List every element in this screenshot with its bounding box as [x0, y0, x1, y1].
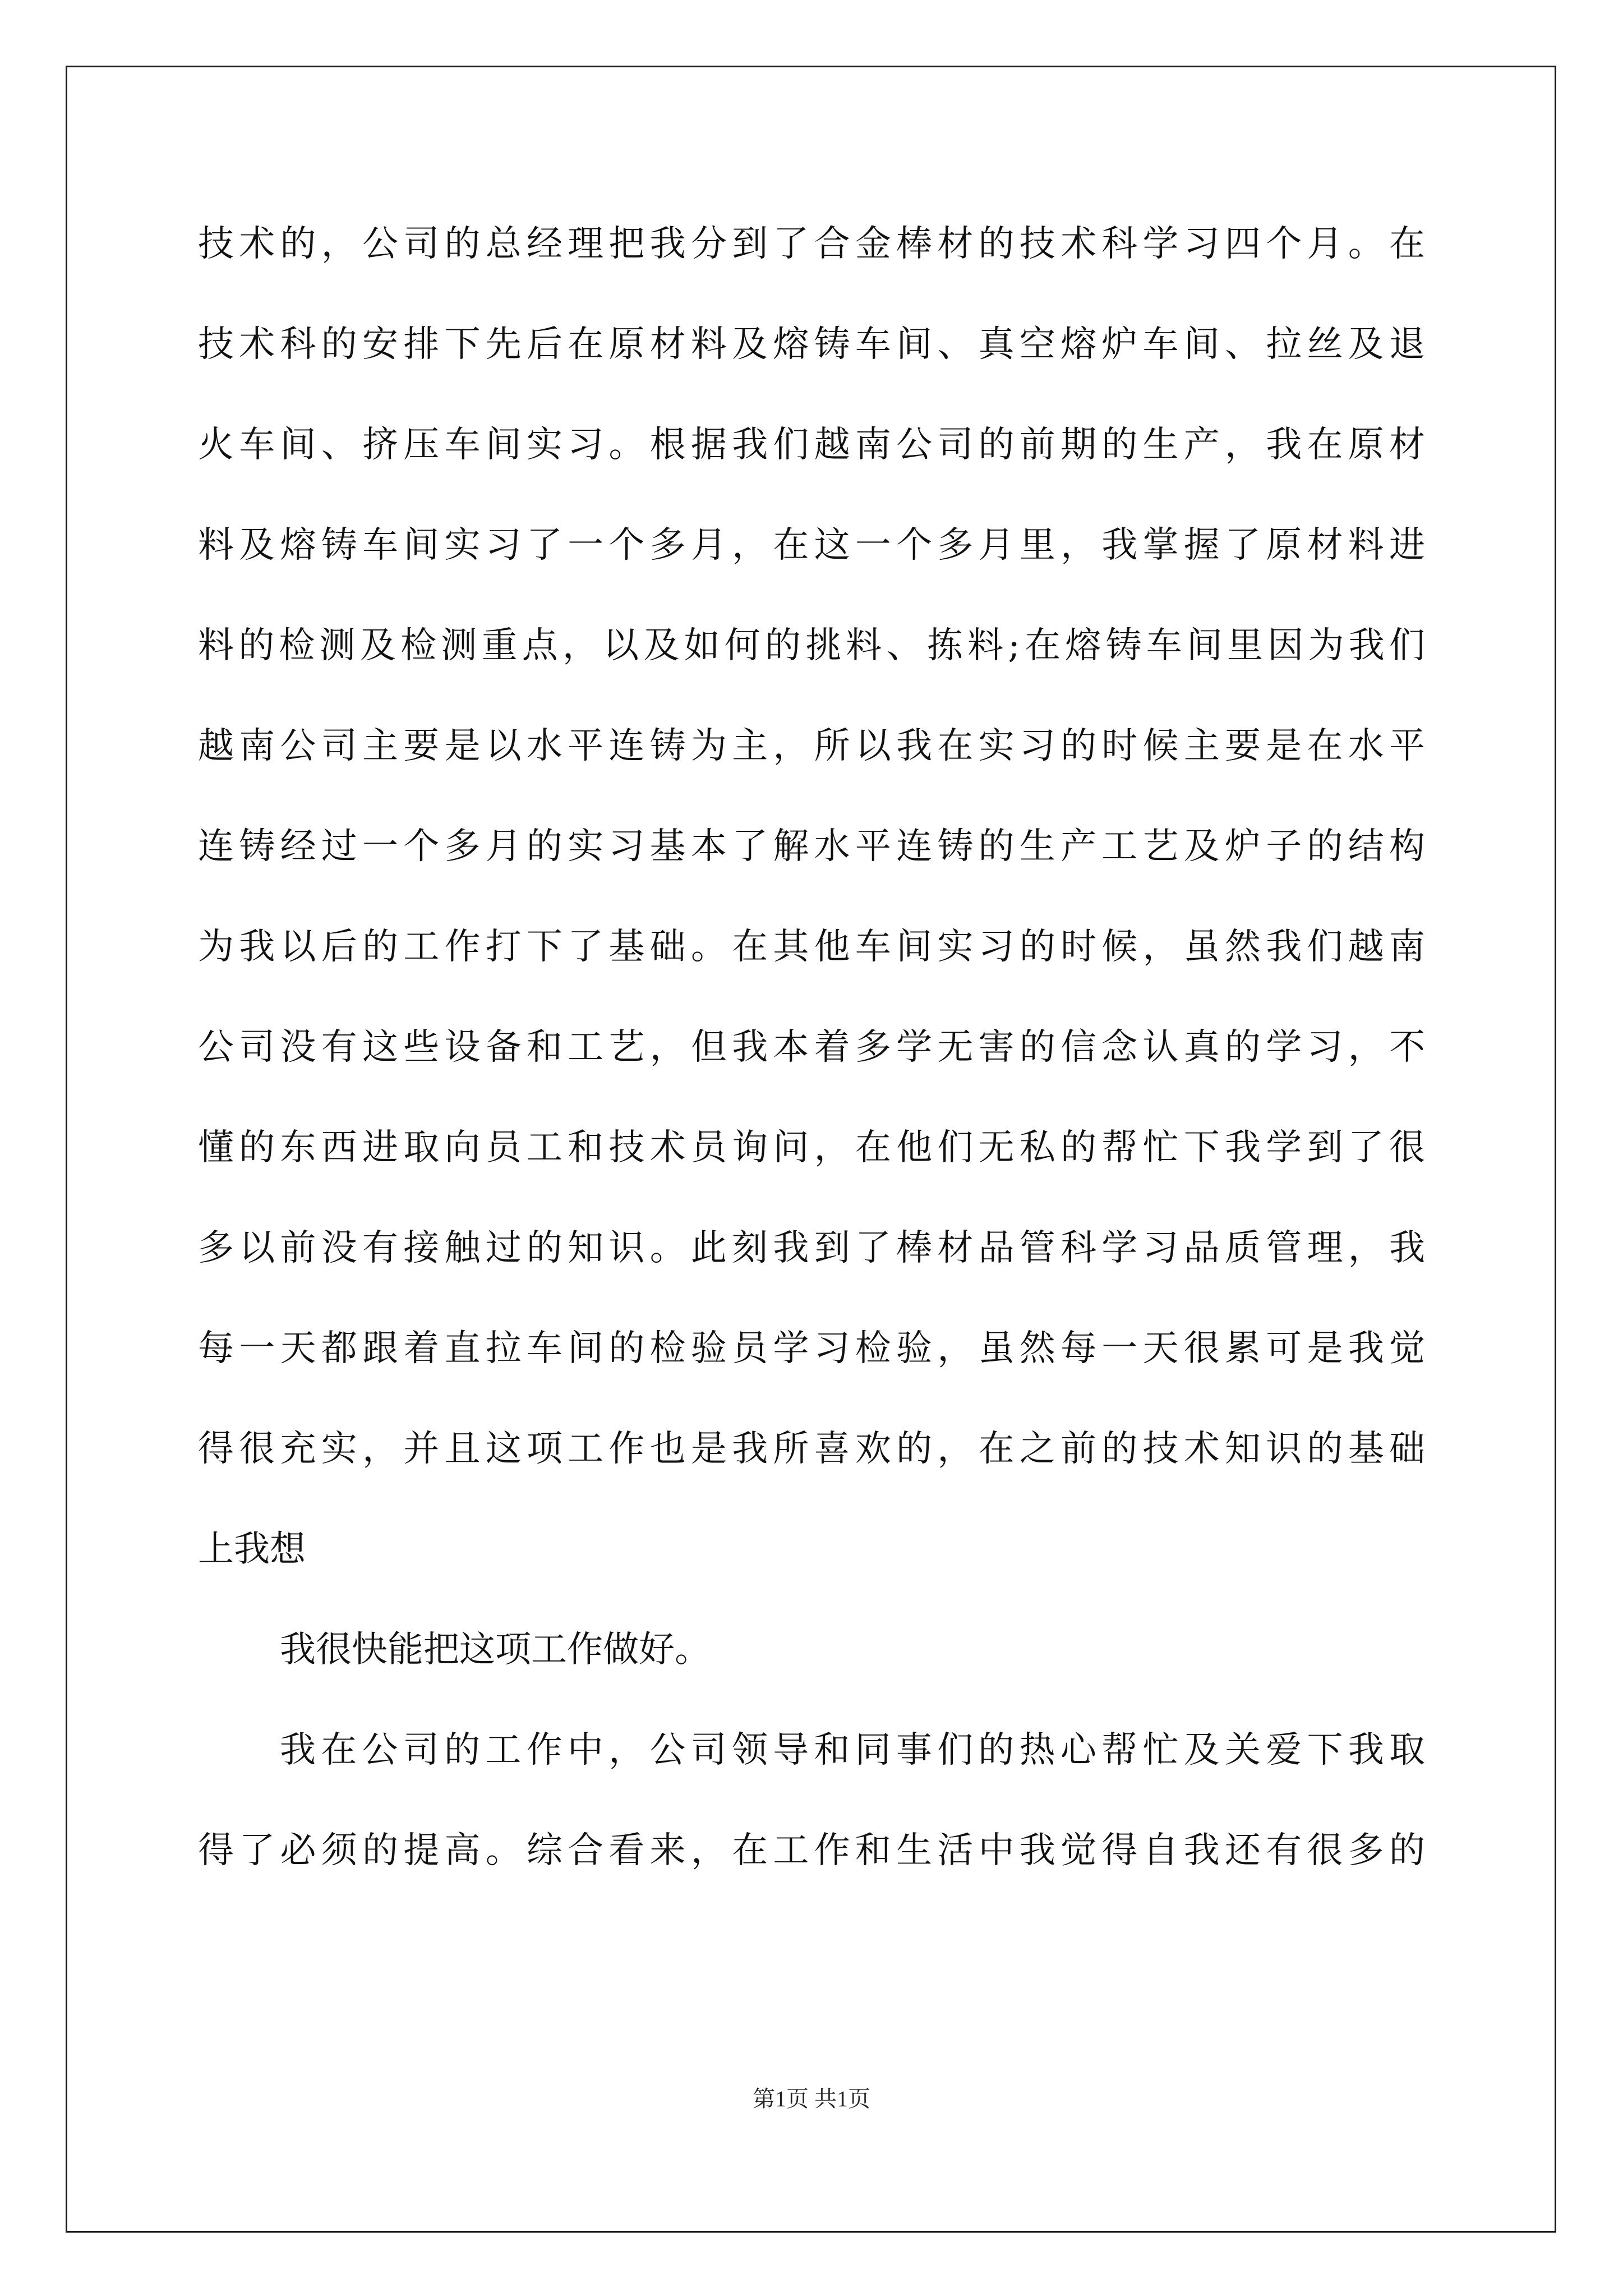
- text-line: 得很充实，并且这项工作也是我所喜欢的，在之前的技术知识的基础: [198, 1428, 1425, 1470]
- text-line: 每一天都跟着直拉车间的检验员学习检验，虽然每一天很累可是我觉: [198, 1328, 1425, 1369]
- text-line: 懂的东西进取向员工和技术员询问，在他们无私的帮忙下我学到了很: [198, 1127, 1425, 1168]
- paragraph-line: 我很快能把这项工作做好。: [280, 1629, 711, 1671]
- text-line: 连铸经过一个多月的实习基本了解水平连铸的生产工艺及炉子的结构: [198, 826, 1425, 867]
- text-line: 技术的，公司的总经理把我分到了合金棒材的技术科学习四个月。在: [198, 223, 1425, 265]
- page-number-footer: 第1页 共1页: [753, 2086, 870, 2111]
- text-line: 越南公司主要是以水平连铸为主，所以我在实习的时候主要是在水平: [198, 725, 1425, 767]
- text-line: 技术科的安排下先后在原材料及熔铸车间、真空熔炉车间、拉丝及退: [198, 324, 1425, 365]
- text-line: 料的检测及检测重点，以及如何的挑料、拣料;在熔铸车间里因为我们: [198, 625, 1425, 666]
- text-line: 得了必须的提高。综合看来，在工作和生活中我觉得自我还有很多的: [198, 1830, 1425, 1871]
- document-body: [198, 222, 1425, 1929]
- text-line: 公司没有这些设备和工艺，但我本着多学无害的信念认真的学习，不: [198, 1027, 1425, 1068]
- text-line: 料及熔铸车间实习了一个多月，在这一个多月里，我掌握了原材料进: [198, 524, 1425, 566]
- paragraph-line: 我在公司的工作中，公司领导和同事们的热心帮忙及关爱下我取: [280, 1729, 1425, 1771]
- text-line: 多以前没有接触过的知识。此刻我到了棒材品管科学习品质管理，我: [198, 1227, 1425, 1269]
- text-line: 为我以后的工作打下了基础。在其他车间实习的时候，虽然我们越南: [198, 926, 1425, 968]
- text-line: 火车间、挤压车间实习。根据我们越南公司的前期的生产，我在原材: [198, 424, 1425, 466]
- text-line: 上我想: [198, 1529, 306, 1570]
